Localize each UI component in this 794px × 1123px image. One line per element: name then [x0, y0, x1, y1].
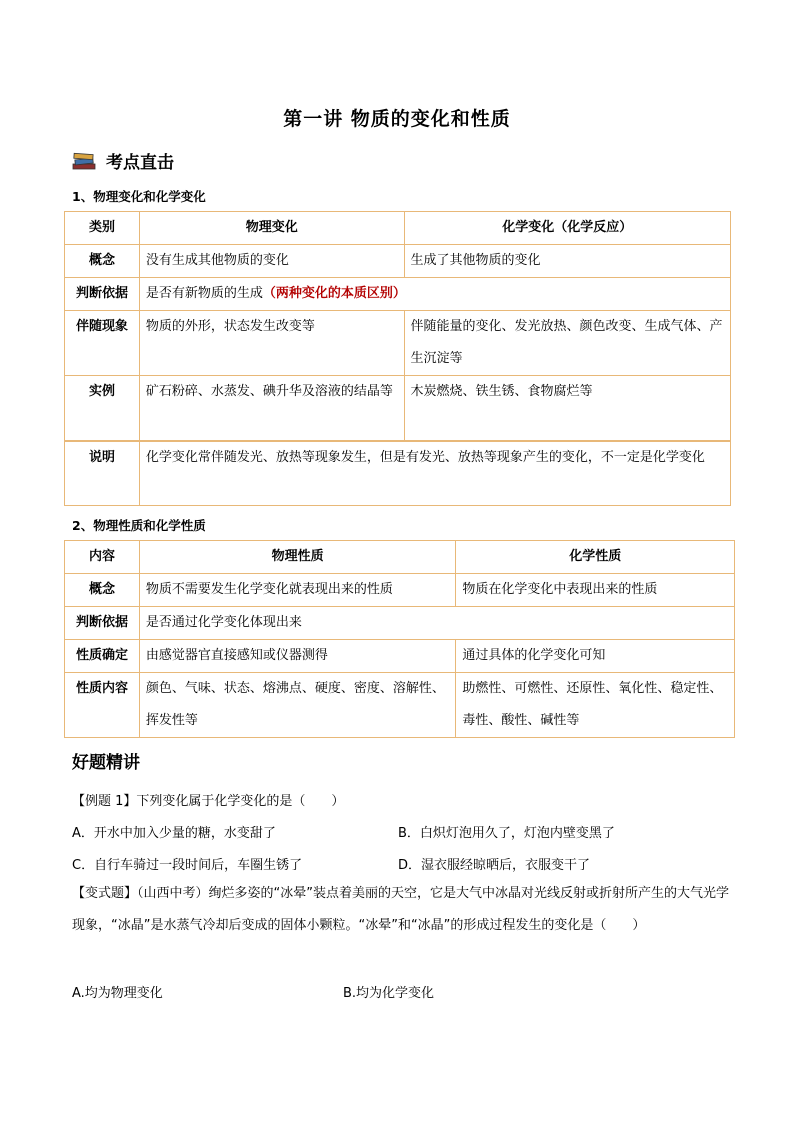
page-title: 第一讲 物质的变化和性质 [283, 108, 511, 130]
table-row [65, 574, 735, 607]
table-cell: 木炭燃烧、铁生锈、食物腐烂等 [404, 376, 731, 441]
row-label: 判断依据 [65, 607, 140, 640]
table-cell: 化学变化常伴随发光、放热等现象发生，但是有发光、放热等现象产生的变化，不一定是化学变化 [139, 441, 730, 506]
table-row [65, 607, 735, 640]
question-2-option-a: A.均为物理变化 [72, 986, 163, 1001]
table-cell: 是否通过化学变化体现出来 [139, 607, 734, 640]
section-header-kaodian [72, 148, 174, 173]
table-header-cell: 类别 [65, 212, 140, 245]
cell-text: 是否有新物质的生成 [145, 286, 263, 301]
table-row [65, 441, 731, 506]
question-1-option-c: C．自行车骑过一段时间后，车圈生锈了 [72, 858, 303, 873]
table-cell: 生成了其他物质的变化 [404, 245, 731, 278]
table-header-cell: 物理性质 [139, 541, 456, 574]
table-row [65, 212, 731, 245]
table-header-cell: 化学变化（化学反应） [404, 212, 731, 245]
table-cell: 由感觉器官直接感知或仪器测得 [139, 640, 456, 673]
row-label: 伴随现象 [65, 311, 140, 376]
table-change [64, 211, 731, 506]
table-cell: 物质的外形，状态发生改变等 [139, 311, 404, 376]
table-header-cell: 内容 [65, 541, 140, 574]
highlight-text: （两种变化的本质区别） [262, 286, 406, 301]
question-2-option-b: B.均为化学变化 [343, 986, 435, 1001]
table-property [64, 540, 735, 738]
table-row [65, 311, 731, 376]
table-row [65, 278, 731, 311]
table-cell: 没有生成其他物质的变化 [139, 245, 404, 278]
row-label: 性质确定 [65, 640, 140, 673]
question-1-option-a: A．开水中加入少量的糖，水变甜了 [72, 826, 276, 841]
row-label: 概念 [65, 574, 140, 607]
section-title-haoti: 好题精讲 [72, 753, 140, 773]
row-label: 性质内容 [65, 673, 140, 738]
table-cell: 助燃性、可燃性、还原性、氧化性、稳定性、毒性、酸性、碱性等 [456, 673, 735, 738]
row-label: 概念 [65, 245, 140, 278]
question-2-stem: 【变式题】（山西中考）绚烂多姿的“冰晕”装点着美丽的天空，它是大气中冰晶对光线反射或折射所产生的大气光学现象，“冰晶”是水蒸气冷却后变成的固体小颗粒。“冰晕”和“冰晶”的形成过程发生的变化是（ ） [72, 886, 729, 933]
question-1-option-d: D．湿衣服经晾晒后，衣服变干了 [398, 858, 591, 873]
table-cell: 通过具体的化学变化可知 [456, 640, 735, 673]
table-row [65, 245, 731, 278]
books-icon [72, 151, 96, 171]
table-cell: 物质在化学变化中表现出来的性质 [456, 574, 735, 607]
table-row [65, 673, 735, 738]
subheading-1: 1、物理变化和化学变化 [72, 189, 206, 204]
row-label: 说明 [65, 441, 140, 506]
table-header-cell: 化学性质 [456, 541, 735, 574]
table-row [65, 376, 731, 441]
table-cell: 伴随能量的变化、发光放热、颜色改变、生成气体、产生沉淀等 [404, 311, 731, 376]
table-row [65, 541, 735, 574]
row-label: 判断依据 [65, 278, 140, 311]
row-label: 实例 [65, 376, 140, 441]
table-row [65, 640, 735, 673]
table-cell: 矿石粉碎、水蒸发、碘升华及溶液的结晶等 [139, 376, 404, 441]
question-1-option-b: B．白炽灯泡用久了，灯泡内壁变黑了 [398, 826, 615, 841]
table-cell: 颜色、气味、状态、熔沸点、硬度、密度、溶解性、挥发性等 [139, 673, 456, 738]
question-1-stem: 【例题 1】下列变化属于化学变化的是（ ） [72, 794, 345, 809]
table-header-cell: 物理变化 [139, 212, 404, 245]
subheading-2: 2、物理性质和化学性质 [72, 518, 206, 533]
section-title: 考点直击 [106, 153, 174, 173]
table-cell: 物质不需要发生化学变化就表现出来的性质 [139, 574, 456, 607]
table-cell [139, 278, 730, 311]
